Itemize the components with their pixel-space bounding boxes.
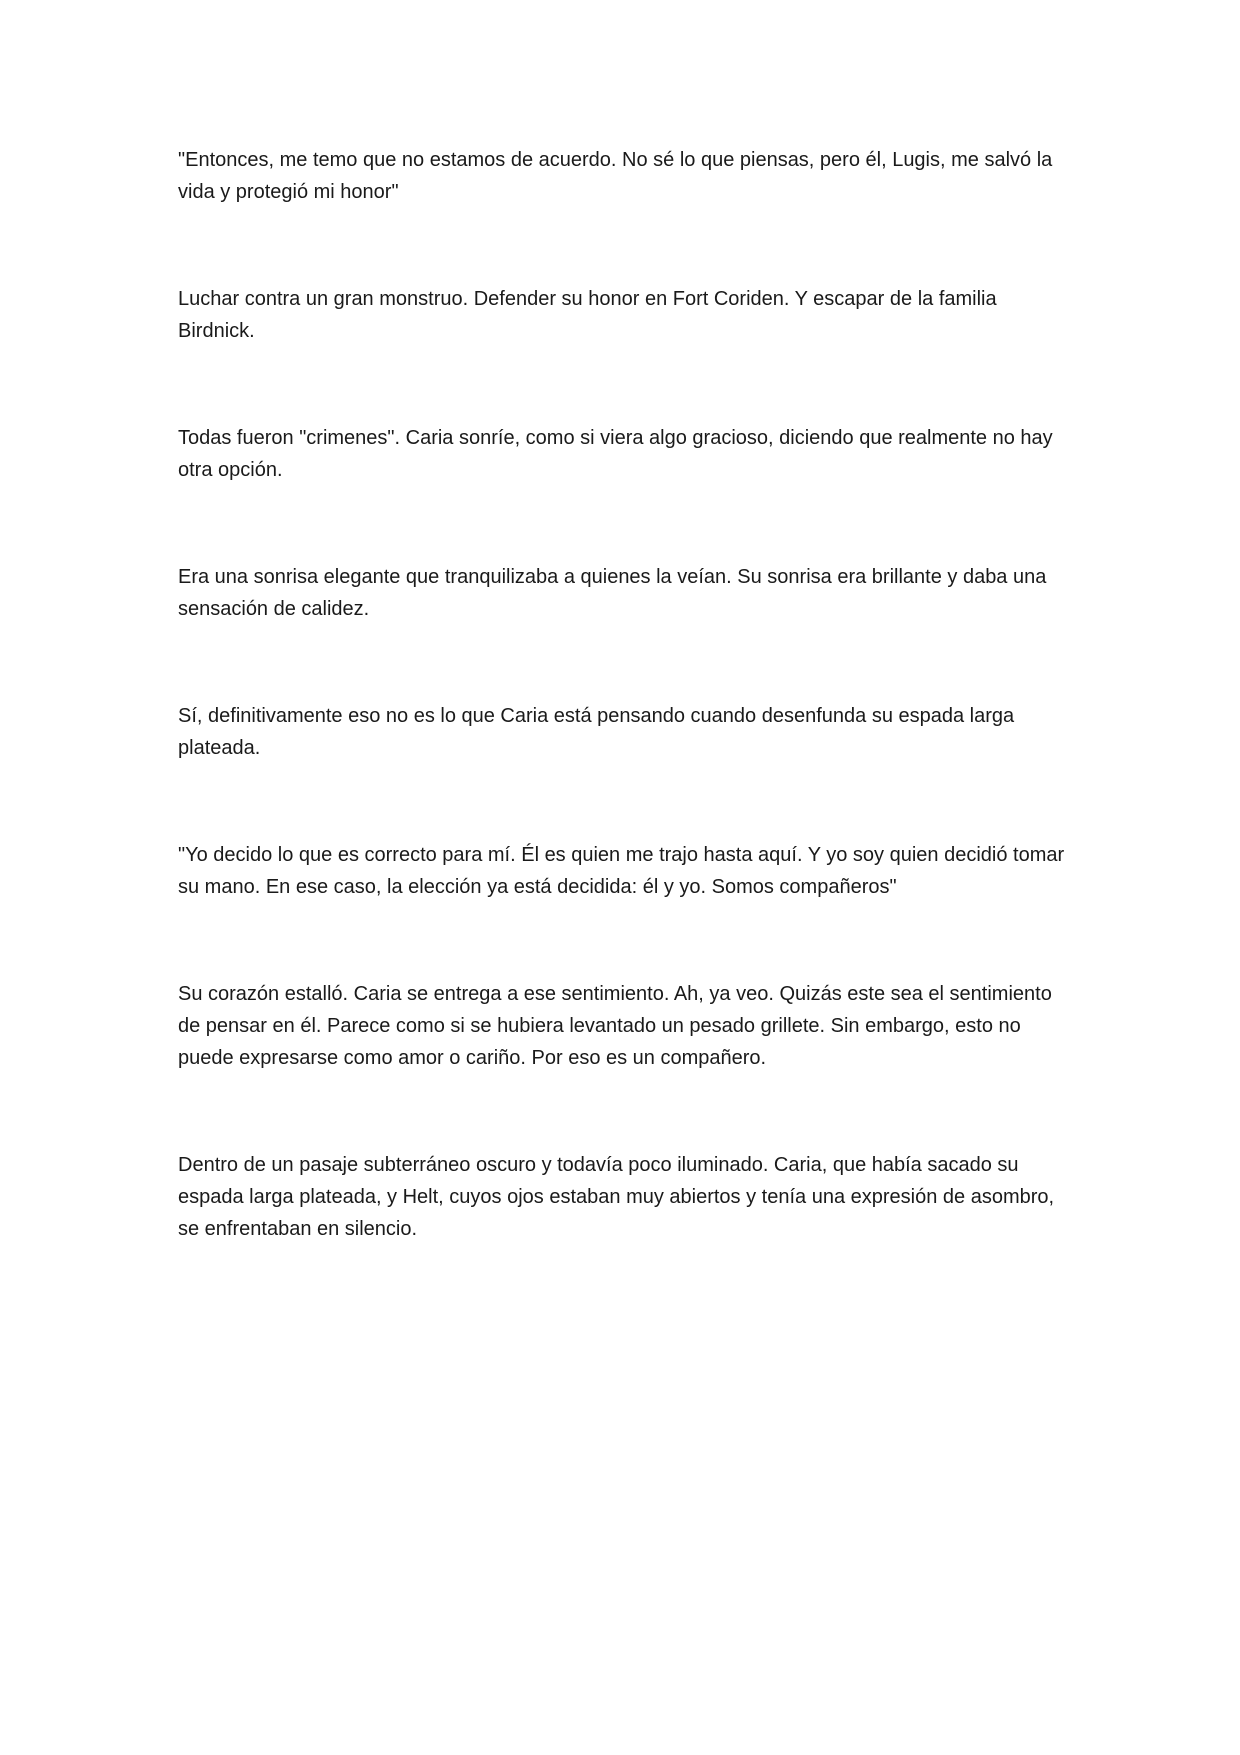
paragraph-7: Su corazón estalló. Caria se entrega a ese sentimiento. Ah, ya veo. Quizás este sea el sentimiento de pensar en él. Parece como si se hubiera levantado un pesado grillete. Sin embargo, esto no puede expresarse como amor o cariño. Por eso es un compañero. — [178, 983, 1052, 1069]
paragraph-4: Era una sonrisa elegante que tranquilizaba a quienes la veían. Su sonrisa era brillante y daba una sensación de calidez. — [178, 566, 1047, 620]
document-body — [178, 144, 1078, 1245]
paragraph-2: Luchar contra un gran monstruo. Defender su honor en Fort Coriden. Y escapar de la familia Birdnick. — [178, 288, 997, 342]
paragraph-8: Dentro de un pasaje subterráneo oscuro y todavía poco iluminado. Caria, que había sacado su espada larga plateada, y Helt, cuyos ojos estaban muy abiertos y tenía una expresión de asombro, se enfrentaban en silencio. — [178, 1154, 1055, 1240]
paragraph-6: "Yo decido lo que es correcto para mí. Él es quien me trajo hasta aquí. Y yo soy quien decidió tomar su mano. En ese caso, la elección ya está decidida: él y yo. Somos compañeros" — [178, 844, 1065, 898]
paragraph-5: Sí, definitivamente eso no es lo que Caria está pensando cuando desenfunda su espada larga plateada. — [178, 705, 1015, 759]
paragraph-3: Todas fueron "crimenes". Caria sonríe, como si viera algo gracioso, diciendo que realmente no hay otra opción. — [178, 427, 1053, 481]
paragraph-1: "Entonces, me temo que no estamos de acuerdo. No sé lo que piensas, pero él, Lugis, me salvó la vida y protegió mi honor" — [178, 149, 1053, 203]
